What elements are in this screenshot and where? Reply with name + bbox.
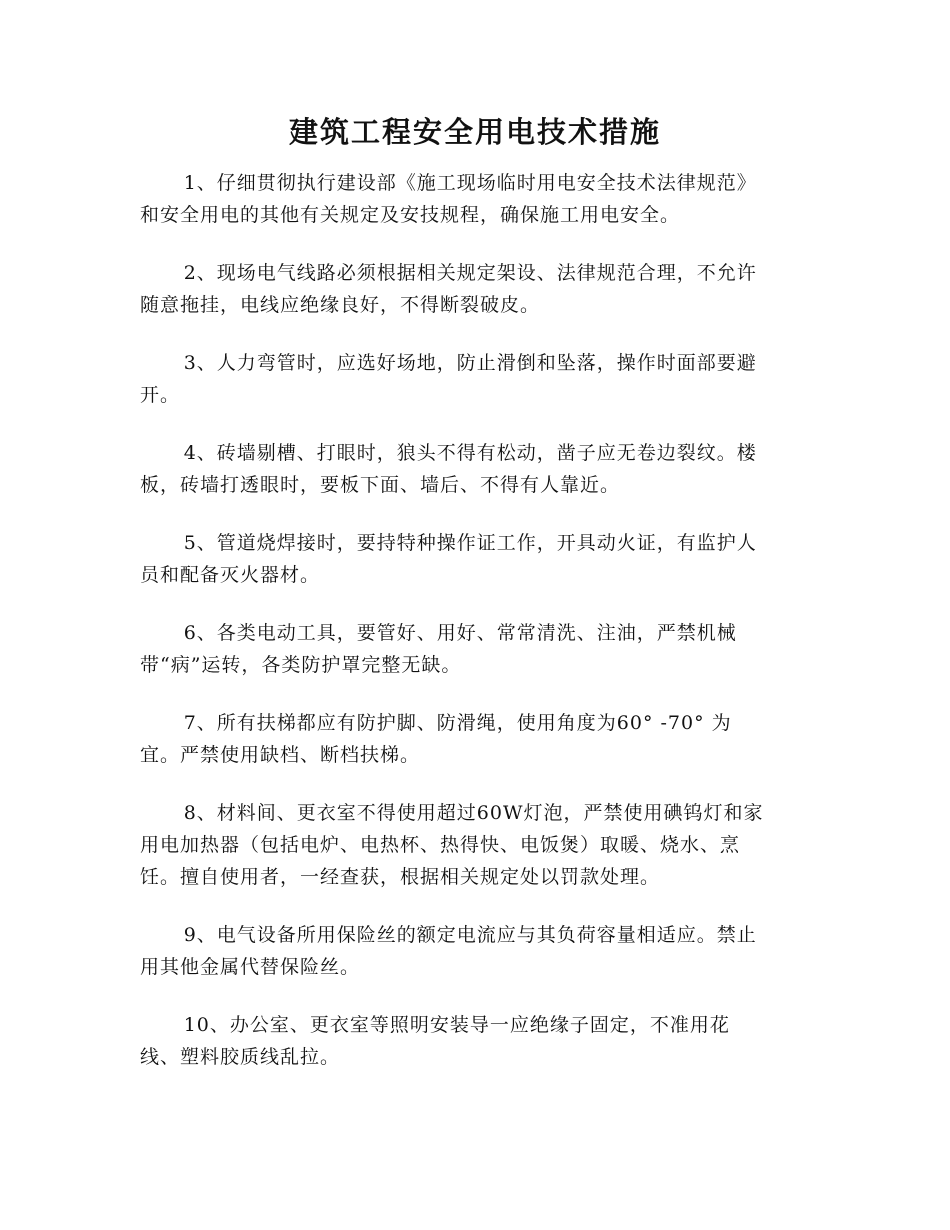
paragraph-line: 4、砖墙剔槽、打眼时，狼头不得有松动，凿子应无卷边裂纹。楼 [183,442,757,464]
paragraph-9 [140,919,810,983]
paragraph-line: 饪。擅自使用者，一经查获，根据相关规定处以罚款处理。 [140,866,661,888]
paragraph-line: 线、塑料胶质线乱拉。 [140,1046,341,1068]
paragraph-4 [140,437,810,501]
paragraph-5 [140,527,810,591]
paragraph-line: 9、电气设备所用保险丝的额定电流应与其负荷容量相适应。禁止 [183,924,757,946]
paragraph-2 [140,257,810,321]
paragraph-line: 7、所有扶梯都应有防护脚、防滑绳，使用角度为60° -70° 为 [183,712,732,734]
paragraph-3 [140,347,810,411]
paragraph-line: 用其他金属代替保险丝。 [140,956,361,978]
paragraph-line: 宜。严禁使用缺档、断档扶梯。 [140,744,421,766]
paragraph-7 [140,707,810,771]
paragraph-line: 2、现场电气线路必须根据相关规定架设、法律规范合理，不允许 [183,262,757,284]
paragraph-line: 带“病”运转，各类防护罩完整无缺。 [140,654,462,676]
paragraph-line: 开。 [140,384,181,406]
paragraph-line: 用电加热器（包括电炉、电热杯、热得快、电饭煲）取暖、烧水、烹 [140,834,741,856]
paragraph-line: 员和配备灭火器材。 [140,564,321,586]
paragraph-line: 和安全用电的其他有关规定及安技规程，确保施工用电安全。 [140,204,681,226]
paragraph-line: 8、材料间、更衣室不得使用超过60W灯泡，严禁使用碘钨灯和家 [183,802,764,824]
paragraph-6 [140,617,810,681]
document-title: 建筑工程安全用电技术措施 [288,115,661,149]
paragraph-line: 随意拖挂，电线应绝缘良好，不得断裂破皮。 [140,294,541,316]
paragraph-1 [140,167,810,231]
paragraph-line: 1、仔细贯彻执行建设部《施工现场临时用电安全技术法律规范》 [183,172,757,194]
paragraph-line: 10、办公室、更衣室等照明安装导一应绝缘子固定，不准用花 [183,1014,730,1036]
paragraph-line: 5、管道烧焊接时，要持特种操作证工作，开具动火证，有监护人 [183,532,757,554]
paragraph-line: 6、各类电动工具，要管好、用好、常常清洗、注油，严禁机械 [183,622,737,644]
paragraph-8 [140,797,810,893]
paragraph-line: 3、人力弯管时，应选好场地，防止滑倒和坠落，操作时面部要避 [183,352,757,374]
document-body [140,167,810,1099]
paragraph-10 [140,1009,810,1073]
paragraph-line: 板，砖墙打透眼时，要板下面、墙后、不得有人靠近。 [140,474,621,496]
